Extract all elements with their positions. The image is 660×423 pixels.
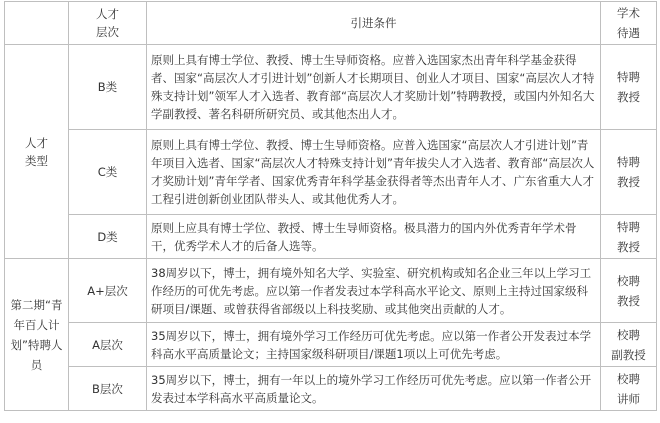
- level-cell: B层次: [69, 367, 147, 411]
- conditions-cell: 原则上具有博士学位、教授、博士生导师资格。应普入选国家“高层次人才引进计划”青年项目入选者、国家“高层次人才特殊支持计划”青年拔尖人才入选者、教育部“高层次人才奖励计划”青年学者、国家优秀青年科学基金获得者等杰出青年人才、广东省重大人才工程引进创新创业团队带头人、或其他优秀人才。: [147, 130, 601, 215]
- talent-type-label: 人才 类型: [5, 45, 69, 259]
- level-cell: D类: [69, 215, 147, 259]
- header-row: [5, 2, 657, 45]
- conditions-cell: 原则上应具有博士学位、教授、博士生导师资格。极具潜力的国内外优秀青年学术骨干，优秀学术人才的后备人选等。: [147, 215, 601, 259]
- youth-plan-label: 第二期“青年百人计划”特聘人员: [5, 259, 69, 411]
- conditions-cell: 原则上具有博士学位、教授、博士生导师资格。应普入选国家杰出青年科学基金获得者、国家“高层次人才引进计划”创新人才长期项目、创业人才项目、国家“高层次人才特殊支持计划”领军人才入选者、教育部“高层次人才奖励计划”特聘教授，或国内外知名大学副教授、著名科研所研究员、或其他杰出人才。: [147, 45, 601, 130]
- level-cell: B类: [69, 45, 147, 130]
- treatment-cell: 校聘 教授: [601, 259, 657, 323]
- header-conditions: 引进条件: [147, 2, 601, 45]
- conditions-cell: 35周岁以下，博士，拥有一年以上的境外学习工作经历可优先考虑。应以第一作者公开发表过本学科高水平高质量论文。: [147, 367, 601, 411]
- conditions-cell: 38周岁以下，博士，拥有境外知名大学、实验室、研究机构或知名企业三年以上学习工作经历的可优先考虑。应以第一作者发表过本学科高水平论文、原则上主持过国家级科研项目/课题、或曾获得省部级以上科技奖励、或其他突出贡献的人才。: [147, 259, 601, 323]
- recruitment-table: [4, 1, 657, 411]
- treatment-cell: 特聘 教授: [601, 215, 657, 259]
- header-level: 人才 层次: [69, 2, 147, 45]
- level-cell: A+层次: [69, 259, 147, 323]
- level-cell: A层次: [69, 323, 147, 367]
- table-row: [5, 45, 657, 130]
- treatment-cell: 特聘 教授: [601, 130, 657, 215]
- table-row: [5, 130, 657, 215]
- treatment-cell: 校聘 副教授: [601, 323, 657, 367]
- treatment-cell: 特聘 教授: [601, 45, 657, 130]
- header-blank-cell: [5, 2, 69, 45]
- table-row: [5, 367, 657, 411]
- table-row: [5, 259, 657, 323]
- treatment-cell: 校聘 讲师: [601, 367, 657, 411]
- header-treatment: 学术 待遇: [601, 2, 657, 45]
- level-cell: C类: [69, 130, 147, 215]
- table-row: [5, 215, 657, 259]
- conditions-cell: 35周岁以下，博士，拥有境外学习工作经历可优先考虑。应以第一作者公开发表过本学科高水平高质量论文；主持国家级科研项目/课题1项以上可优先考虑。: [147, 323, 601, 367]
- table-row: [5, 323, 657, 367]
